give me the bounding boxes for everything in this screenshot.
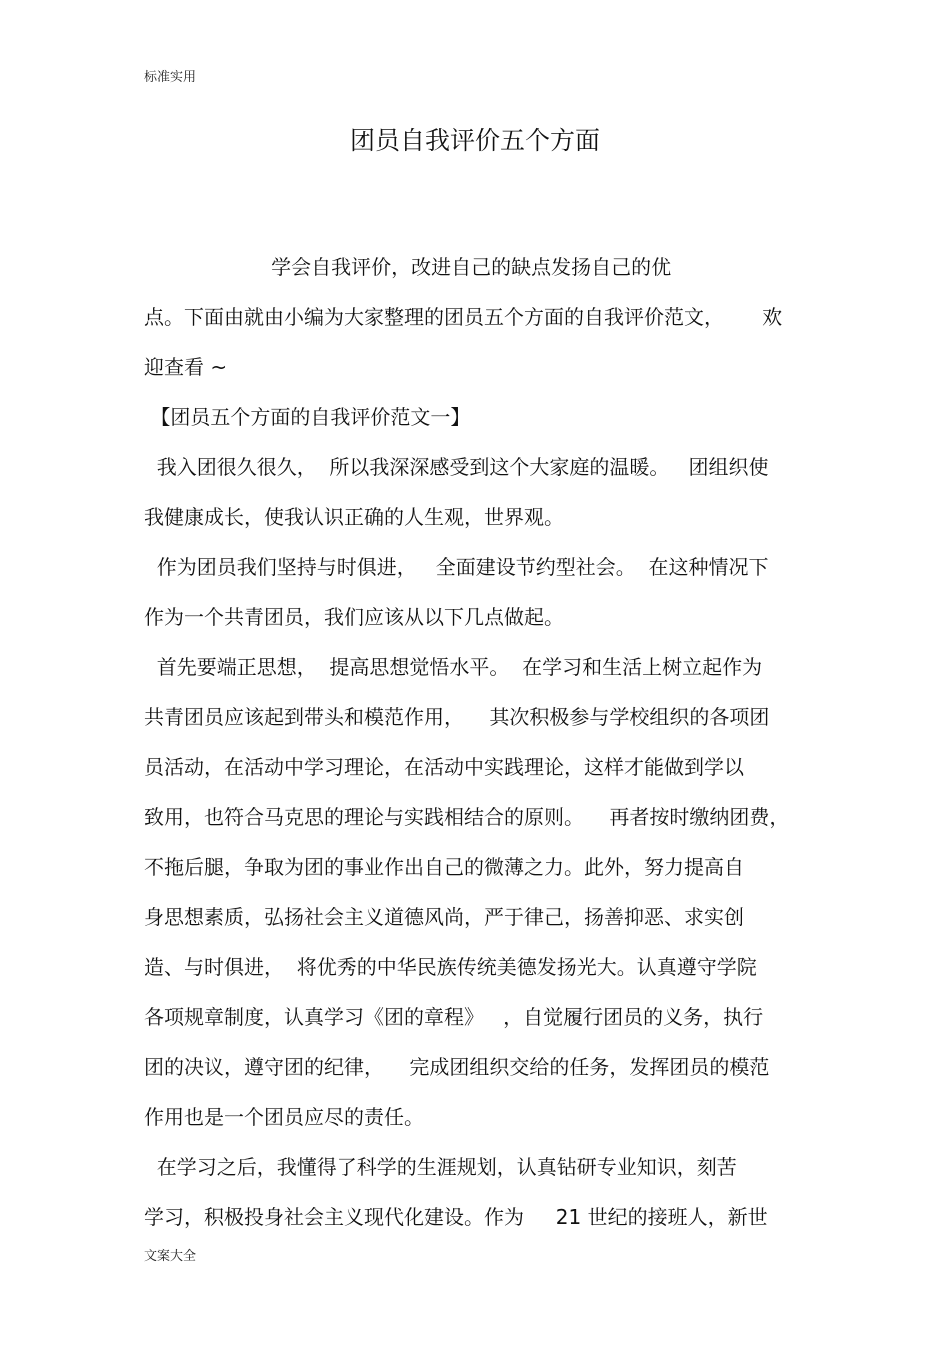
body-line: 【团员五个方面的自我评价范文一】 [144,405,471,429]
body-line: 作为一个共青团员，我们应该从以下几点做起。 [144,605,564,629]
header-label: 标准实用 [144,70,197,85]
body-line: 学习，积极投身社会主义现代化建设。作为 21 世纪的接班人，新世 [144,1205,768,1229]
footer-label: 文案大全 [144,1249,197,1264]
body-line: 团的决议，遵守团的纪律， 完成团组织交给的任务，发挥团员的模范 [144,1055,770,1079]
body-line: 学会自我评价，改进自己的缺点发扬自己的优 [144,255,672,279]
body-line: 致用，也符合马克思的理论与实践相结合的原则。 再者按时缴纳团费， [144,805,790,829]
body-line: 我入团很久很久， 所以我深深感受到这个大家庭的温暖。 团组织使 [144,455,769,479]
body-line: 在学习之后，我懂得了科学的生涯规划，认真钻研专业知识，刻苦 [144,1155,737,1179]
body-line: 首先要端正思想， 提高思想觉悟水平。 在学习和生活上树立起作为 [144,655,763,679]
body-line: 造、与时俱进， 将优秀的中华民族传统美德发扬光大。认真遵守学院 [144,955,757,979]
document-title: 团员自我评价五个方面 [349,126,600,155]
body-line: 不拖后腿，争取为团的事业作出自己的微薄之力。此外，努力提高自 [144,855,744,879]
body-line: 作为团员我们坚持与时俱进， 全面建设节约型社会。 在这种情况下 [144,555,769,579]
body-line: 共青团员应该起到带头和模范作用， 其次积极参与学校组织的各项团 [144,705,770,729]
body-line: 身思想素质，弘扬社会主义道德风尚，严于律己，扬善抑恶、求实创 [144,905,744,929]
body-line: 各项规章制度，认真学习《团的章程》 ，自觉履行团员的义务，执行 [144,1005,764,1029]
body-line: 迎查看 ~ [144,355,228,379]
body-line: 员活动，在活动中学习理论，在活动中实践理论，这样才能做到学以 [144,755,744,779]
body-line: 我健康成长，使我认识正确的人生观，世界观。 [144,505,564,529]
body-line: 点。下面由就由小编为大家整理的团员五个方面的自我评价范文， 欢 [144,305,783,329]
body-line: 作用也是一个团员应尽的责任。 [144,1105,424,1129]
